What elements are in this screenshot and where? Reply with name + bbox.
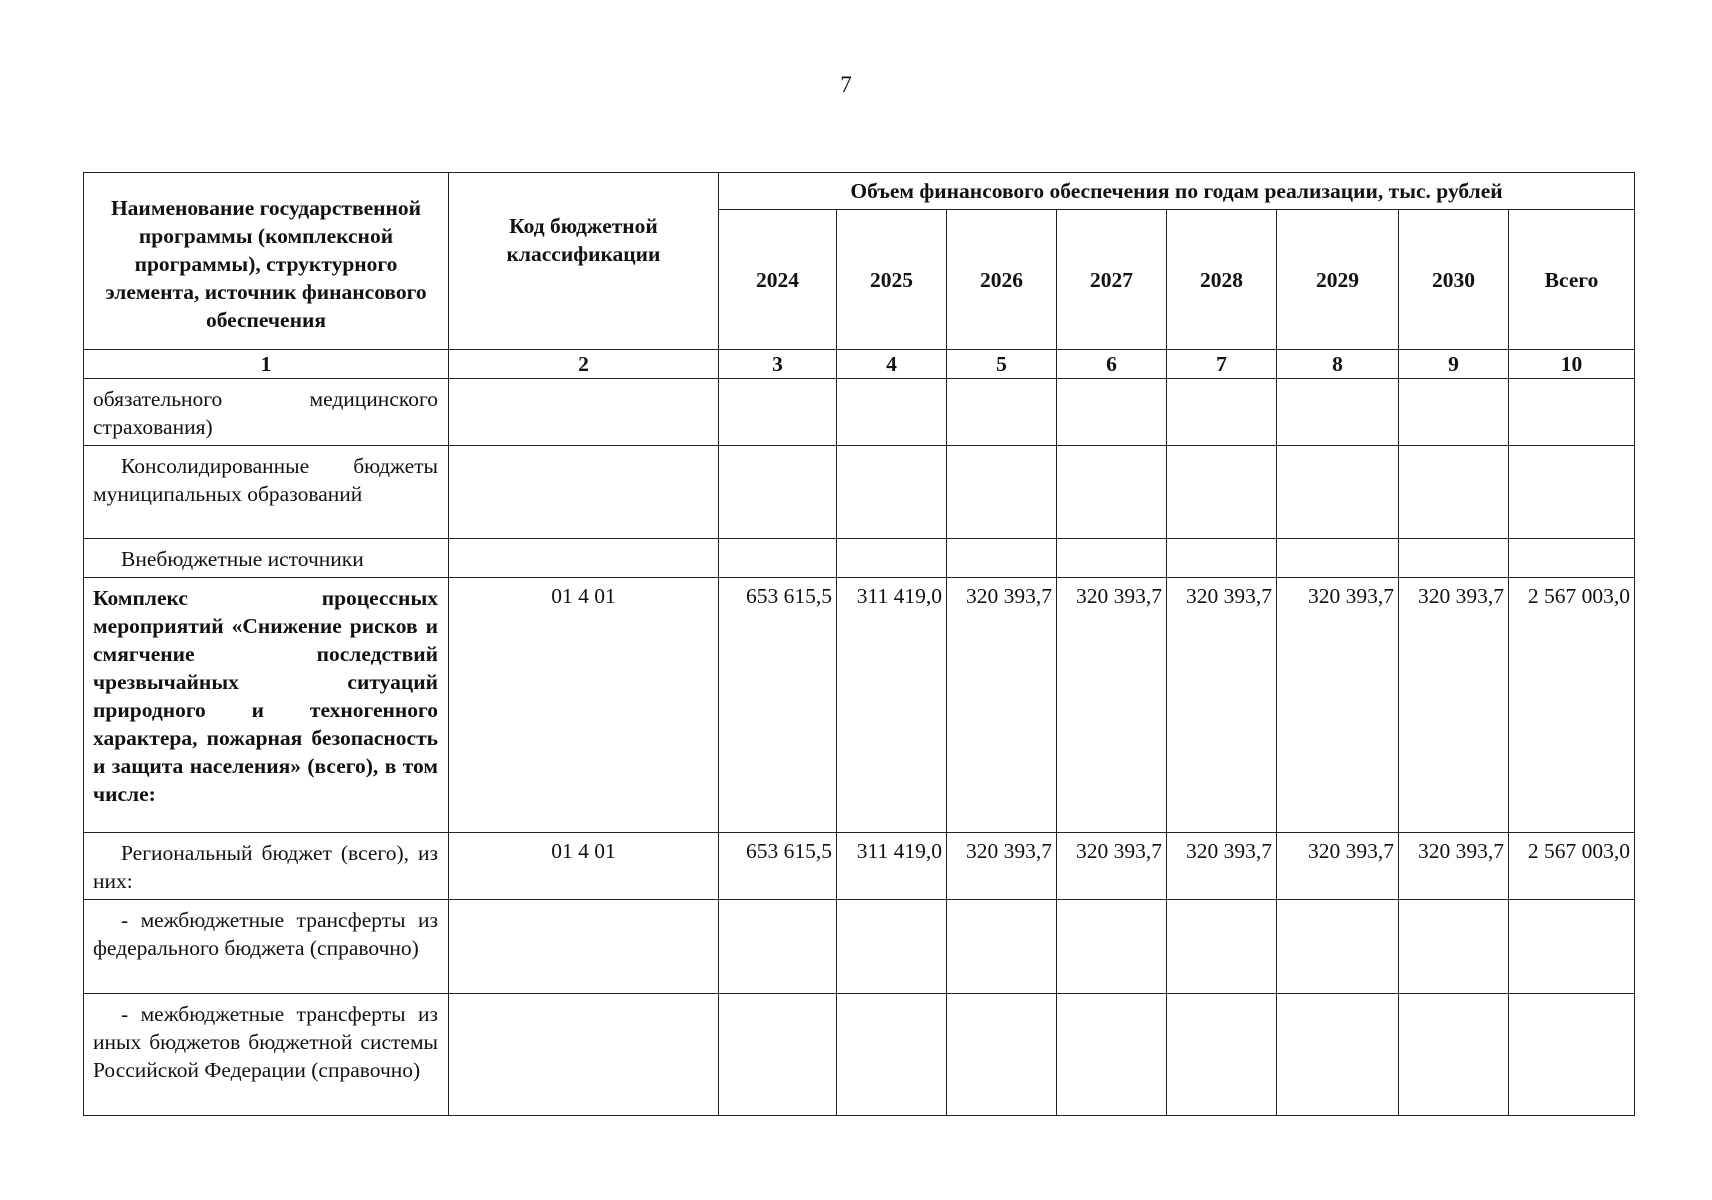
row-value: 320 393,7 [1277, 578, 1399, 833]
row-value: 320 393,7 [1167, 833, 1277, 900]
row-value [1167, 900, 1277, 994]
header-year: 2026 [947, 210, 1057, 350]
row-value [1399, 900, 1509, 994]
column-number: 4 [837, 350, 947, 379]
row-value: 2 567 003,0 [1509, 578, 1635, 833]
row-value [1399, 539, 1509, 578]
row-value: 320 393,7 [1167, 578, 1277, 833]
row-value [837, 539, 947, 578]
table-row [84, 379, 1635, 446]
row-name: Внебюджетные источники [84, 539, 449, 578]
row-value [1509, 994, 1635, 1116]
row-value [947, 994, 1057, 1116]
column-number: 5 [947, 350, 1057, 379]
column-number: 3 [719, 350, 837, 379]
row-value [1277, 539, 1399, 578]
row-name: Консолидированные бюджеты муниципальных образований [84, 446, 449, 539]
column-number: 2 [449, 350, 719, 379]
row-value [1167, 379, 1277, 446]
row-value [1399, 994, 1509, 1116]
row-name: - межбюджетные трансферты из иных бюджетов бюджетной системы Российской Федерации (справочно) [84, 994, 449, 1116]
table-row [84, 833, 1635, 900]
row-code [449, 900, 719, 994]
row-value [1509, 900, 1635, 994]
row-value [947, 539, 1057, 578]
row-name: Комплекс процессных мероприятий «Снижение рисков и смягчение последствий чрезвычайных ситуаций природного и техногенного характера, пожарная безопасность и защита населения» (всего), в том числе: [84, 578, 449, 833]
row-value: 320 393,7 [1057, 833, 1167, 900]
row-value: 320 393,7 [1277, 833, 1399, 900]
row-value [719, 539, 837, 578]
row-value: 2 567 003,0 [1509, 833, 1635, 900]
row-value [1057, 379, 1167, 446]
row-value: 653 615,5 [719, 578, 837, 833]
row-value [1167, 994, 1277, 1116]
row-value [1057, 539, 1167, 578]
row-value: 320 393,7 [947, 578, 1057, 833]
row-value [837, 900, 947, 994]
row-name: Региональный бюджет (всего), из них: [84, 833, 449, 900]
column-number-row [84, 350, 1635, 379]
column-number: 1 [84, 350, 449, 379]
row-value [1277, 446, 1399, 539]
row-code [449, 446, 719, 539]
header-year: 2029 [1277, 210, 1399, 350]
row-value [837, 994, 947, 1116]
row-value: 320 393,7 [1399, 833, 1509, 900]
header-year: 2030 [1399, 210, 1509, 350]
header-year: 2027 [1057, 210, 1167, 350]
row-value [1167, 539, 1277, 578]
row-value [1057, 446, 1167, 539]
row-value [947, 379, 1057, 446]
table-row [84, 994, 1635, 1116]
column-number: 9 [1399, 350, 1509, 379]
row-value [719, 446, 837, 539]
header-code-col: Код бюджетной классификации [449, 173, 719, 350]
row-code [449, 994, 719, 1116]
table-row [84, 578, 1635, 833]
header-year: 2024 [719, 210, 837, 350]
row-value [719, 379, 837, 446]
row-value: 311 419,0 [837, 578, 947, 833]
row-name: обязательного медицинского страхования) [84, 379, 449, 446]
row-value [947, 900, 1057, 994]
header-row-top [84, 173, 1635, 210]
column-number: 7 [1167, 350, 1277, 379]
row-value: 311 419,0 [837, 833, 947, 900]
row-value [947, 446, 1057, 539]
row-value [719, 900, 837, 994]
header-year: 2025 [837, 210, 947, 350]
page-number: 7 [840, 72, 852, 97]
table-row [84, 900, 1635, 994]
row-value [1277, 900, 1399, 994]
row-value [837, 379, 947, 446]
row-value: 320 393,7 [947, 833, 1057, 900]
header-total: Всего [1509, 210, 1635, 350]
row-value: 320 393,7 [1399, 578, 1509, 833]
row-value [1277, 379, 1399, 446]
header-name-col: Наименование государственной программы (комплексной программы), структурного элемента, источник финансового обеспечения [84, 173, 449, 350]
header-year: 2028 [1167, 210, 1277, 350]
table-row [84, 539, 1635, 578]
row-value [1509, 539, 1635, 578]
row-value [837, 446, 947, 539]
column-number: 10 [1509, 350, 1635, 379]
row-name: - межбюджетные трансферты из федерального бюджета (справочно) [84, 900, 449, 994]
row-value [1509, 446, 1635, 539]
row-value [1399, 379, 1509, 446]
row-value [1509, 379, 1635, 446]
row-code [449, 379, 719, 446]
row-value [1057, 994, 1167, 1116]
column-number: 8 [1277, 350, 1399, 379]
row-value: 320 393,7 [1057, 578, 1167, 833]
column-number: 6 [1057, 350, 1167, 379]
row-value: 653 615,5 [719, 833, 837, 900]
row-value [1167, 446, 1277, 539]
header-volume-col: Объем финансового обеспечения по годам реализации, тыс. рублей [719, 173, 1635, 210]
row-value [1399, 446, 1509, 539]
row-code: 01 4 01 [449, 833, 719, 900]
row-value [719, 994, 837, 1116]
row-code: 01 4 01 [449, 578, 719, 833]
budget-table [83, 172, 1635, 1116]
row-value [1057, 900, 1167, 994]
row-value [1277, 994, 1399, 1116]
row-code [449, 539, 719, 578]
table-row [84, 446, 1635, 539]
